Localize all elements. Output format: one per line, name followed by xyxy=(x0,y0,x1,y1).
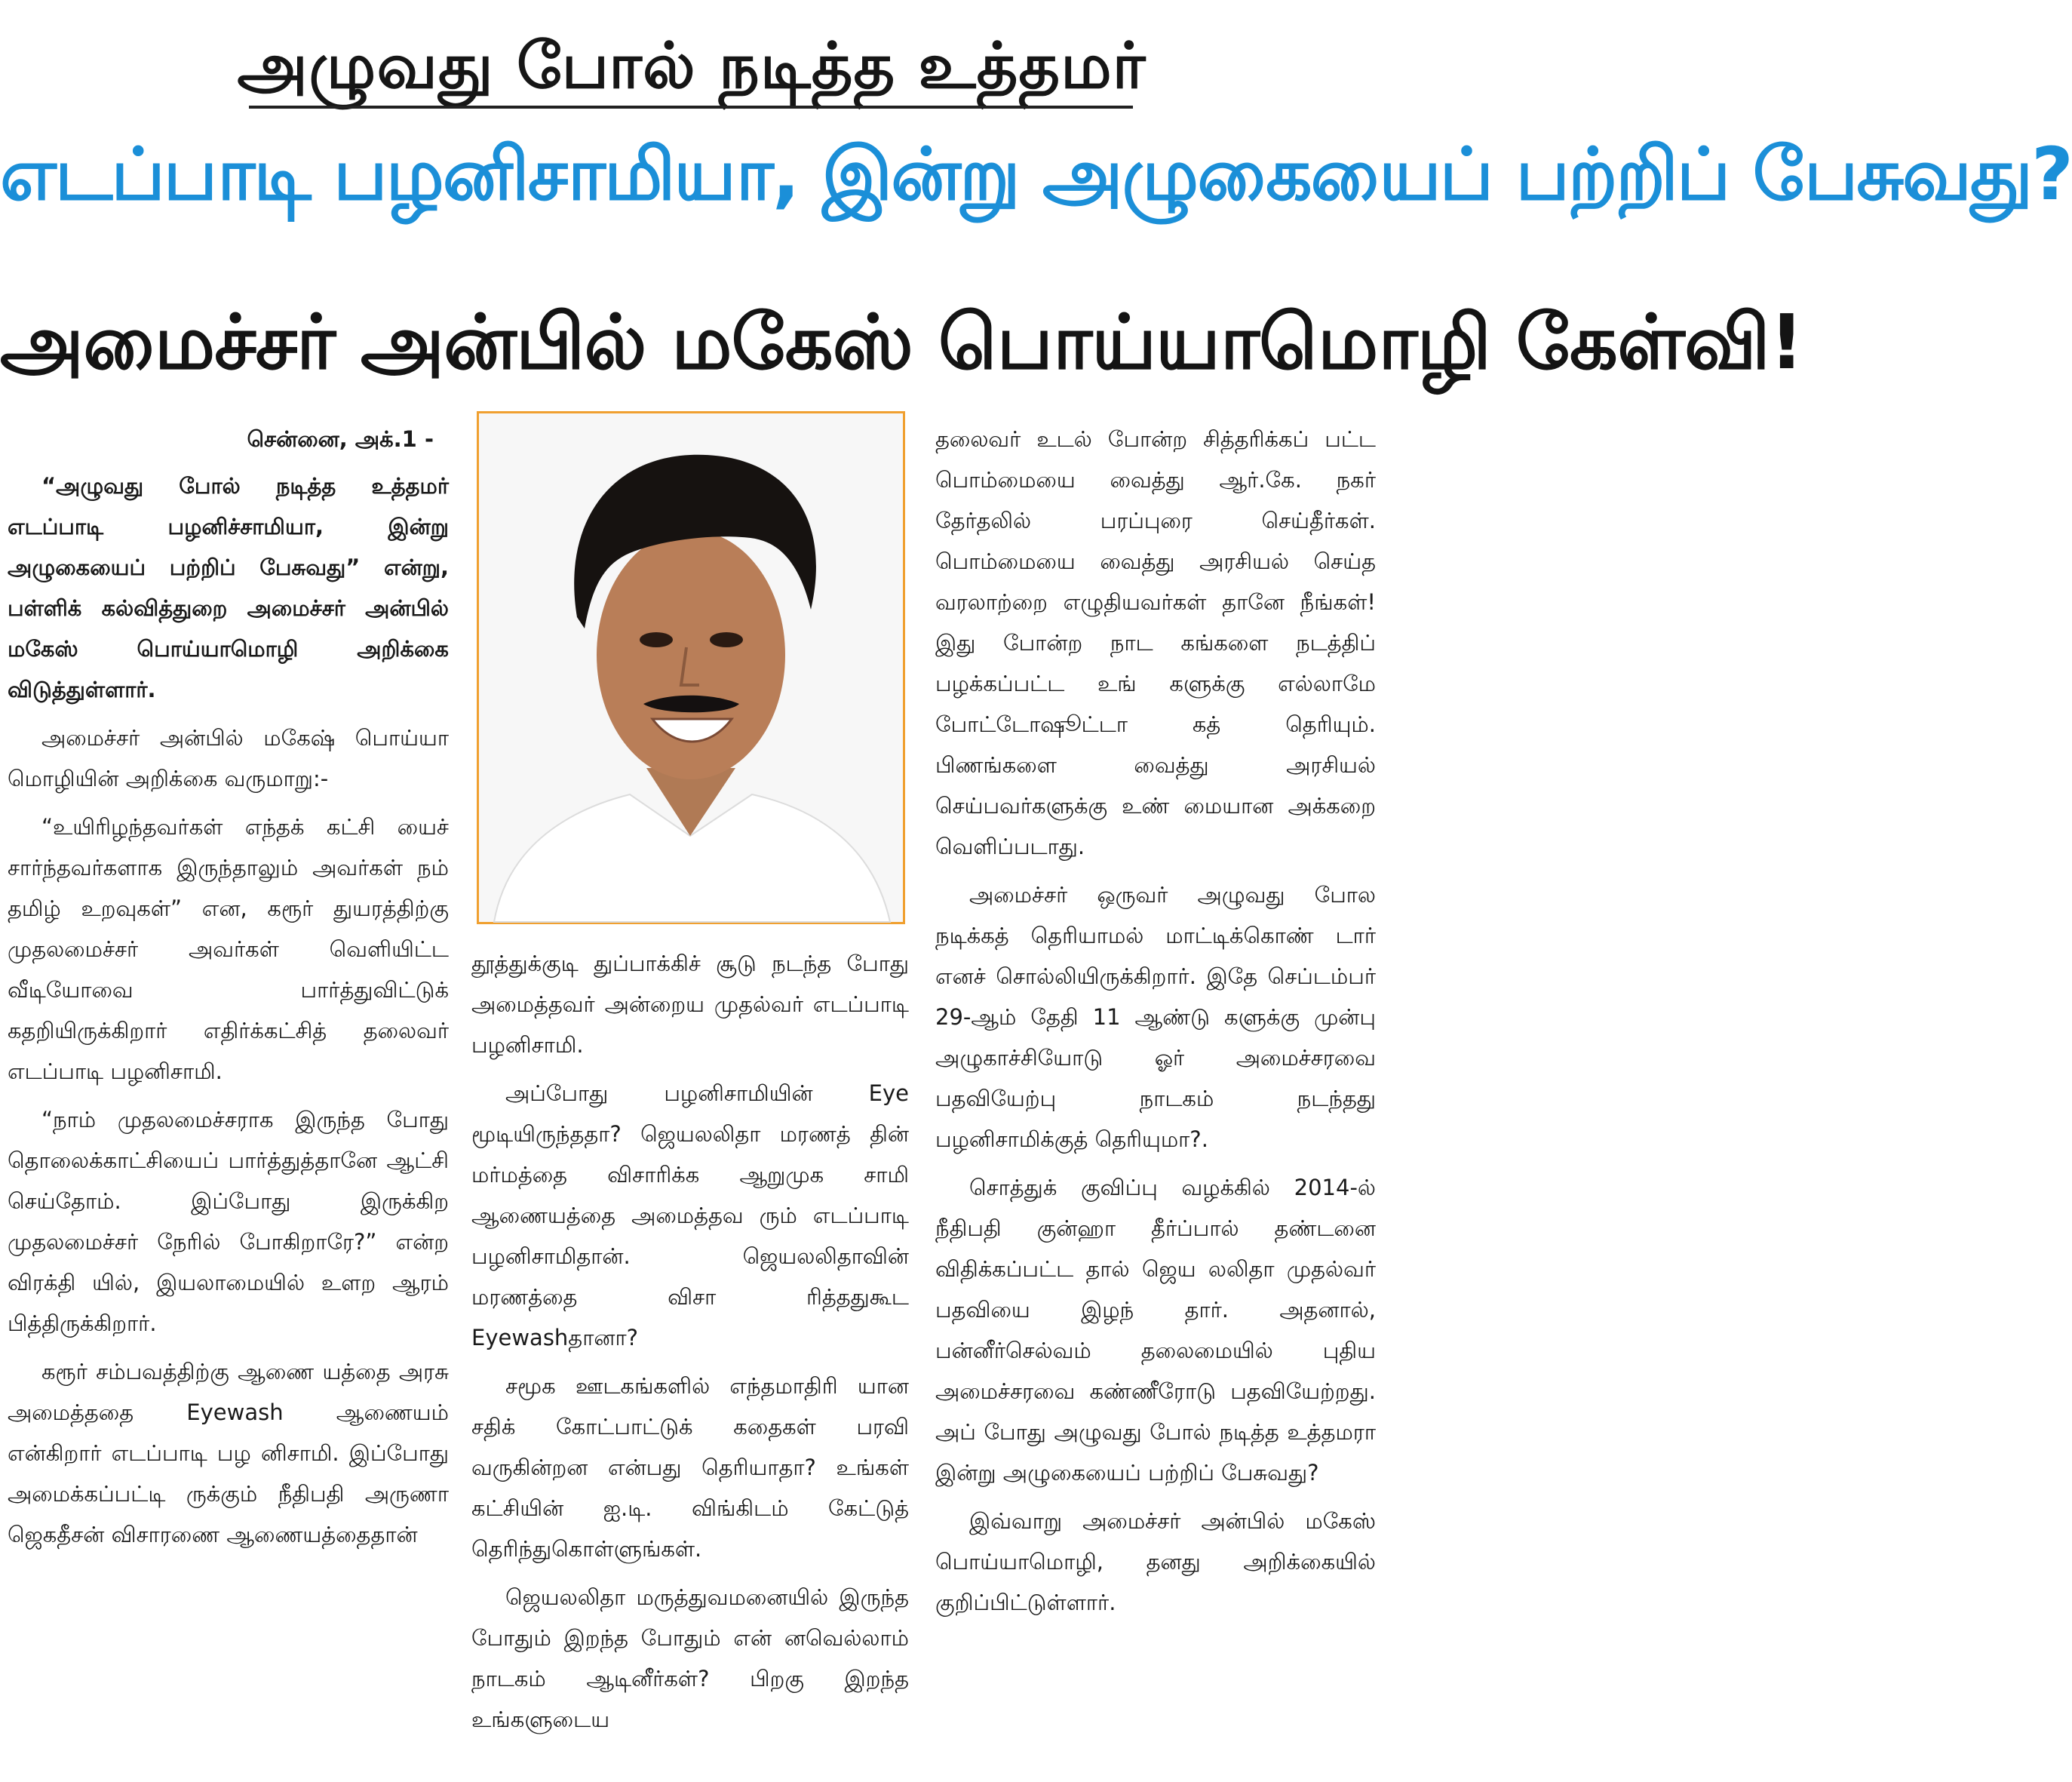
paragraph: அமைச்சர் அன்பில் மகேஷ் பொய்யா மொழியின் அறிக்கை வருமாறு:- xyxy=(8,725,449,791)
paragraph: இவ்வாறு அமைச்சர் அன்பில் மகேஸ் பொய்யாமொழி, தனது அறிக்கையில் குறிப்பிட்டுள்ளார். xyxy=(935,1508,1376,1615)
paragraph: ஜெயலலிதா மருத்துவமனையில் இருந்த போதும் இறந்த போதும் என் னவெல்லாம் நாடகம் ஆடினீர்கள்? பிறகு இறந்த உங்களுடைய xyxy=(471,1584,909,1732)
headline-sub: அமைச்சர் அன்பில் மகேஸ் பொய்யாமொழி கேள்வி! xyxy=(0,298,1803,386)
paragraph: அமைச்சர் ஒருவர் அழுவது போல நடிக்கத் தெரியாமல் மாட்டிக்கொண் டார் எனச் சொல்லியிருக்கிறார். இதே செப்டம்பர் 29-ஆம் தேதி 11 ஆண்டு களுக்கு முன்பு அழுகாச்சியோடு ஓர் அமைச்சரவை பதவியேற்பு நாடகம் நடந்தது பழனிசாமிக்குத் தெரியுமா?. xyxy=(935,882,1376,1152)
lead-paragraph: “அழுவது போல் நடித்த உத்தமர் எடப்பாடி பழனிச்சாமியா, இன்று அழுகையைப் பற்றிப் பேசுவது” என்று, பள்ளிக் கல்வித்துறை அமைச்சர் அன்பில் மகேஸ் பொய்யாமொழி அறிக்கை விடுத்துள்ளார். xyxy=(8,473,449,702)
headline-underline xyxy=(249,106,1133,109)
article-column-1 xyxy=(8,419,449,1562)
paragraph: கரூர் சம்பவத்திற்கு ஆணை யத்தை அரசு அமைத்ததை Eyewash ஆணையம் என்கிறார் எடப்பாடி பழ னிசாமி. இப்போது அமைக்கப்பட்டி ருக்கும் நீதிபதி அருணா ஜெகதீசன் விசாரணை ஆணையத்தைதான் xyxy=(8,1359,449,1547)
paragraph: “உயிரிழந்தவர்கள் எந்தக் கட்சி யைச் சார்ந்தவர்களாக இருந்தாலும் அவர்கள் நம் தமிழ் உறவுகள்” என, கரூர் துயரத்திற்கு முதலமைச்சர் அவர்கள் வெளியிட்ட வீடியோவை பார்த்துவிட்டுக் கதறியிருக்கிறார் எதிர்க்கட்சித் தலைவர் எடப்பாடி பழனிசாமி. xyxy=(8,814,449,1084)
portrait-photo-icon xyxy=(479,413,903,922)
headline-kicker: அழுவது போல் நடித்த உத்தமர் xyxy=(237,29,1147,103)
paragraph: அப்போது பழனிசாமியின் Eye மூடியிருந்ததா? ஜெயலலிதா மரணத் தின் மர்மத்தை விசாரிக்க ஆறுமுக சாமி ஆணையத்தை அமைத்தவ ரும் எடப்பாடி பழனிசாமிதான். ஜெயலலிதாவின் மரணத்தை விசா ரித்ததுகூட Eyewashதானா? xyxy=(471,1080,909,1350)
paragraph: சொத்துக் குவிப்பு வழக்கில் 2014-ல் நீதிபதி குன்ஹா தீர்ப்பால் தண்டனை விதிக்கப்பட்ட தால் ஜெய லலிதா முதல்வர் பதவியை இழந் தார். அதனால், பன்னீர்செல்வம் தலைமையில் புதிய அமைச்சரவை கண்ணீரோடு பதவியேற்றது. அப் போது அழுவது போல் நடித்த உத்தமரா இன்று அழுகையைப் பற்றிப் பேசுவது? xyxy=(935,1175,1376,1486)
paragraph: தூத்துக்குடி துப்பாக்கிச் சூடு நடந்த போது அமைத்தவர் அன்றைய முதல்வர் எடப்பாடி பழனிசாமி. xyxy=(471,951,909,1058)
paragraph: சமூக ஊடகங்களில் எந்தமாதிரி யான சதிக் கோட்பாட்டுக் கதைகள் பரவி வருகின்றன என்பது தெரியாதா? உங்கள் கட்சியின் ஐ.டி. விங்கிடம் கேட்டுத் தெரிந்துகொள்ளுங்கள். xyxy=(471,1373,909,1562)
paragraph: “நாம் முதலமைச்சராக இருந்த போது தொலைக்காட்சியைப் பார்த்துத்தானே ஆட்சி செய்தோம். இப்போது இருக்கிற முதலமைச்சர் நேரில் போகிறாரே?” என்ற விரக்தி யில், இயலாமையில் உளற ஆரம் பித்திருக்கிறார். xyxy=(8,1107,449,1336)
paragraph: தலைவர் உடல் போன்ற சித்தரிக்கப் பட்ட பொம்மையை வைத்து ஆர்.கே. நகர் தேர்தலில் பரப்புரை செய்தீர்கள். பொம்மையை வைத்து அரசியல் செய்த வரலாற்றை எழுதியவர்கள் தானே நீங்கள்! இது போன்ற நாட கங்களை நடத்திப் பழக்கப்பட்ட உங் களுக்கு எல்லாமே போட்டோஷூட்டா கத் தெரியும். பிணங்களை வைத்து அரசியல் செய்பவர்களுக்கு உண் மையான அக்கறை வெளிப்படாது. xyxy=(935,426,1376,859)
portrait-photo xyxy=(477,411,905,924)
article-column-2 xyxy=(471,943,909,1747)
dateline: சென்னை, அக்.1 - xyxy=(247,426,434,452)
headline-main: எடப்பாடி பழனிசாமியா, இன்று அழுகையைப் பற்றிப் பேசுவது? xyxy=(0,132,2072,217)
article-column-3 xyxy=(935,419,1376,1630)
